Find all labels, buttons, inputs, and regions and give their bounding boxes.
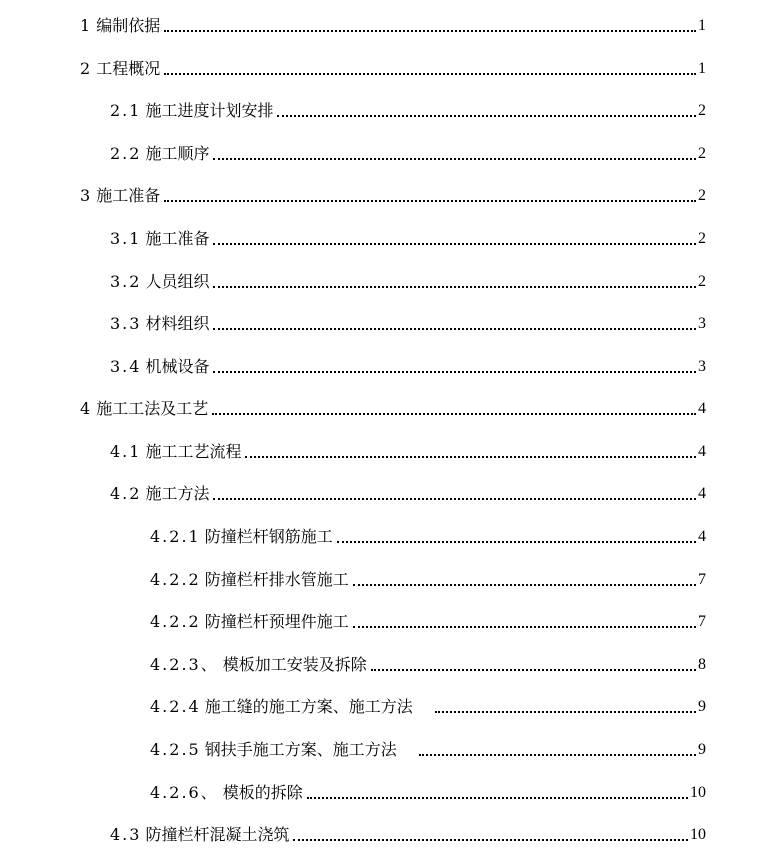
toc-entry-title: 施工进度计划安排	[145, 101, 274, 120]
toc-entry[interactable]	[150, 779, 706, 803]
toc-entry-title: 人员组织	[145, 272, 210, 291]
toc-entry[interactable]	[80, 182, 706, 206]
toc-entry-number: 3.1	[110, 229, 142, 248]
toc-entry-page: 2	[698, 187, 706, 204]
toc-dot-leader	[164, 199, 696, 202]
toc-entry-title: 施工顺序	[145, 144, 210, 163]
toc-dot-leader	[307, 796, 688, 799]
toc-entry-title: 施工方法	[145, 484, 210, 503]
toc-entry-number: 4.1	[110, 442, 142, 461]
toc-entry-page: 10	[690, 784, 706, 801]
toc-entry-number: 4.2.6、	[150, 783, 219, 802]
toc-dot-leader	[419, 753, 696, 756]
toc-entry-number: 4.2.3、	[150, 655, 219, 674]
toc-entry[interactable]	[110, 438, 706, 462]
toc-entry-page: 2	[698, 230, 706, 247]
toc-entry-number: 4.2	[110, 484, 142, 503]
toc-entry[interactable]	[110, 353, 706, 377]
toc-entry-title: 机械设备	[145, 357, 210, 376]
toc-entry-title: 模板加工安装及拆除	[222, 655, 367, 674]
toc-entry-page: 3	[698, 358, 706, 375]
toc-entry-number: 4.2.2	[150, 570, 201, 589]
toc-entry[interactable]	[150, 566, 706, 590]
toc-entry-page: 3	[698, 315, 706, 332]
toc-entry[interactable]	[150, 608, 706, 632]
toc-entry[interactable]	[110, 140, 706, 164]
toc-entry-page: 9	[698, 741, 706, 758]
toc-entry-number: 4.2.2	[150, 612, 201, 631]
toc-entry-title: 钢扶手施工方案、施工方法	[204, 740, 397, 759]
toc-dot-leader	[353, 583, 696, 586]
toc-entry-title: 防撞栏杆排水管施工	[204, 570, 349, 589]
toc-entry-title: 施工工法及工艺	[96, 399, 209, 418]
toc-entry-number: 3.3	[110, 314, 142, 333]
toc-entry-title: 编制依据	[96, 16, 161, 35]
toc-entry-number: 4.2.5	[150, 740, 201, 759]
toc-entry-page: 2	[698, 273, 706, 290]
toc-entry-title: 防撞栏杆钢筋施工	[204, 527, 333, 546]
toc-entry-page: 4	[698, 400, 706, 417]
toc-dot-leader	[245, 455, 696, 458]
toc-entry-page: 7	[698, 571, 706, 588]
toc-entry-page: 2	[698, 145, 706, 162]
toc-entry[interactable]	[150, 523, 706, 547]
toc-entry-number: 4.2.4	[150, 697, 201, 716]
toc-entry-page: 9	[698, 698, 706, 715]
toc-dot-leader	[371, 668, 696, 671]
toc-entry-number: 3	[80, 186, 93, 205]
toc-dot-leader	[213, 285, 696, 288]
toc-entry[interactable]	[150, 651, 706, 675]
toc-dot-leader	[337, 540, 696, 543]
toc-entry-number: 4	[80, 399, 93, 418]
toc-entry-title: 材料组织	[145, 314, 210, 333]
toc-entry-page: 4	[698, 485, 706, 502]
toc-entry[interactable]	[110, 480, 706, 504]
toc-entry-page: 7	[698, 613, 706, 630]
toc-entry-page: 1	[698, 60, 706, 77]
toc-dot-leader	[293, 838, 688, 841]
toc-dot-leader	[213, 242, 696, 245]
toc-entry-title: 施工准备	[96, 186, 161, 205]
toc-entry-number: 1	[80, 16, 93, 35]
toc-entry-number: 2	[80, 59, 93, 78]
toc-dot-leader	[277, 114, 696, 117]
toc-entry-page: 1	[698, 17, 706, 34]
toc-entry-title: 工程概况	[96, 59, 161, 78]
toc-entry-number: 3.2	[110, 272, 142, 291]
toc-entry-number: 3.4	[110, 357, 142, 376]
toc-dot-leader	[435, 710, 696, 713]
toc-entry[interactable]	[110, 97, 706, 121]
toc-entry[interactable]	[110, 225, 706, 249]
toc-entry-title: 模板的拆除	[222, 783, 303, 802]
toc-entry[interactable]	[80, 12, 706, 36]
toc-entry-number: 4.3	[110, 825, 142, 844]
toc-entry-page: 4	[698, 443, 706, 460]
toc-entry[interactable]	[80, 395, 706, 419]
toc-dot-leader	[164, 29, 696, 32]
toc-entry-title: 施工准备	[145, 229, 210, 248]
toc-dot-leader	[213, 327, 696, 330]
toc-entry-title: 防撞栏杆混凝土浇筑	[145, 825, 290, 844]
toc-dot-leader	[213, 497, 696, 500]
toc-entry-page: 4	[698, 528, 706, 545]
toc-dot-leader	[213, 157, 696, 160]
toc-entry[interactable]	[150, 736, 706, 760]
toc-entry-title: 防撞栏杆预埋件施工	[204, 612, 349, 631]
toc-entry-title: 施工工艺流程	[145, 442, 242, 461]
toc-entry[interactable]	[110, 268, 706, 292]
toc-entry-number: 2.2	[110, 144, 142, 163]
toc-entry-title: 施工缝的施工方案、施工方法	[204, 697, 413, 716]
toc-dot-leader	[212, 412, 696, 415]
toc-entry-number: 2.1	[110, 101, 142, 120]
toc-entry[interactable]	[110, 821, 706, 845]
toc-dot-leader	[213, 370, 696, 373]
toc-dot-leader	[353, 625, 696, 628]
toc-entry-page: 8	[698, 656, 706, 673]
toc-entry[interactable]	[150, 693, 706, 717]
toc-entry-page: 10	[690, 826, 706, 843]
toc-entry-number: 4.2.1	[150, 527, 201, 546]
toc-dot-leader	[164, 72, 696, 75]
toc-entry[interactable]	[80, 55, 706, 79]
toc-entry[interactable]	[110, 310, 706, 334]
toc-entry-page: 2	[698, 102, 706, 119]
